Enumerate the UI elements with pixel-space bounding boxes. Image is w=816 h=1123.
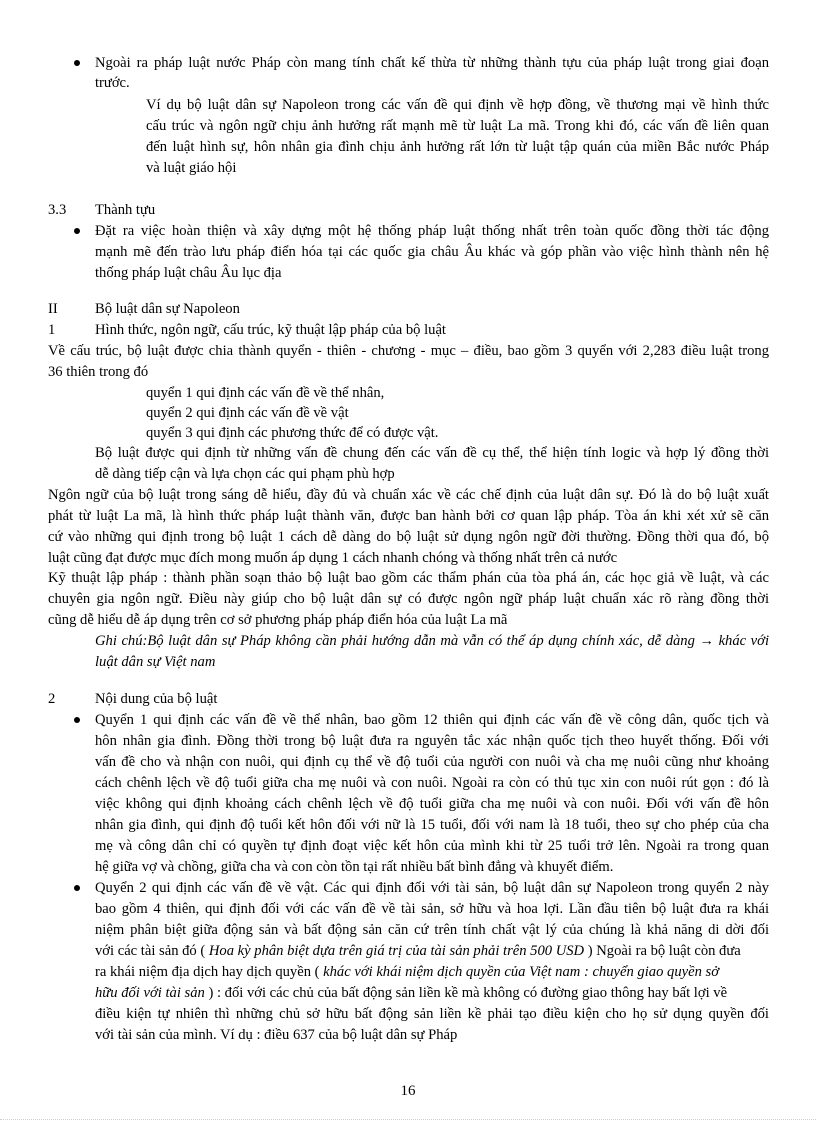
section-number: 3.3 xyxy=(48,202,67,218)
italic-run: khác với khái niệm dịch quyền của Việt nam : chuyển giao quyền sở xyxy=(323,964,719,980)
example-line: đến luật hình sự, hôn nhân gia đình chịu ảnh hưởng rất lớn từ luật tập quán của miền Bắc nước Pháp xyxy=(146,139,769,155)
paragraph-line: Quyển 1 qui định các vấn đề về thể nhân, bao gồm 12 thiên qui định các vấn đề về công dân, quốc tịch và xyxy=(95,712,769,728)
paragraph-line: hệ giữa vợ và chồng, giữa cha và con còn tồn tại rất nhiều bất bình đẳng và khuyết điểm. xyxy=(95,859,614,875)
paragraph-line: việc không qui định khoảng cách chênh lệch về độ tuổi giữa cha mẹ nuôi và con nuôi. Đối với vấn đề hôn xyxy=(95,796,769,812)
paragraph-line: phát từ luật La mã, là hình thức pháp luật thành văn, được ban hành bởi cơ quan lập pháp. Tòa án khi xét xử sẽ căn xyxy=(48,508,769,524)
paragraph-line: dễ dàng tiếp cận và lựa chọn các qui phạm phù hợp xyxy=(95,466,395,482)
section-title: Bộ luật dân sự Napoleon xyxy=(95,301,240,317)
paragraph-line: hôn nhân gia đình. Đồng thời trong bộ luật đưa ra nguyên tắc xác nhận quốc tịch theo huyết thống. Đối với xyxy=(95,733,769,749)
paragraph-line: chuyên gia ngôn ngữ. Điều này giúp cho bộ luật dân sự có được ngôn ngữ pháp luật chuẩn xác rõ ràng đồng thời xyxy=(48,591,769,607)
paragraph-line: nhân gia đình, qui định độ tuổi kết hôn đối với nữ là 15 tuổi, đối với nam là 18 tuổi, theo sự cho phép của cha xyxy=(95,817,769,833)
paragraph-line: Ngoài ra pháp luật nước Pháp còn mang tính chất kế thừa từ những thành tựu của pháp luật trong giai đoạn xyxy=(95,55,769,71)
paragraph-line: 36 thiên trong đó xyxy=(48,364,149,380)
example-line: Ví dụ bộ luật dân sự Napoleon trong các vấn đề qui định về hợp đồng, về thương mại về hình thức xyxy=(146,97,769,113)
page-number: 16 xyxy=(400,1083,416,1099)
paragraph-line: Quyển 2 qui định các vấn đề về vật. Các qui định đối với tài sản, bộ luật dân sự Napoleon trong quyển 2 này xyxy=(95,880,769,896)
paragraph-line: với tài sản của mình. Ví dụ : điều 637 của bộ luật dân sự Pháp xyxy=(95,1027,458,1043)
paragraph-line: thống pháp luật châu Âu lục địa xyxy=(95,265,282,281)
text-run: ) : đối với các chủ của bất động sản liền kề mà không có đường giao thông hay bất lợi về xyxy=(204,985,728,1001)
italic-run: hữu đối với tài sản xyxy=(95,985,205,1001)
section-title: Hình thức, ngôn ngữ, cấu trúc, kỹ thuật lập pháp của bộ luật xyxy=(95,322,446,338)
example-line: cấu trúc và ngôn ngữ chịu ảnh hưởng rất mạnh mẽ từ luật La mã. Trong khi đó, các vấn đề liên quan xyxy=(146,118,769,134)
paragraph-line: điều kiện tự nhiên thì những chủ sở hữu bất động sản liền kề phải tạo điều kiện cho họ sử dụng quyền đối xyxy=(95,1006,769,1022)
note-line: luật dân sự Việt nam xyxy=(95,654,216,670)
footer-divider xyxy=(0,1119,816,1120)
paragraph-line-mixed xyxy=(95,941,741,961)
section-number: 1 xyxy=(48,322,56,338)
paragraph-line: Kỹ thuật lập pháp : thành phần soạn thảo bộ luật bao gồm các thẩm phán của tòa phá án, các học giả về luật, và các xyxy=(48,570,769,586)
section-number: II xyxy=(48,301,58,317)
paragraph-line: cứ vào những qui định trong bộ luật 1 cách dễ dàng do bộ luật sử dụng ngôn ngữ đời thường. Đồng thời qua đó, bộ xyxy=(48,529,769,545)
paragraph-line: mạnh mẽ đến trào lưu pháp điển hóa tại các quốc gia châu Âu khác và góp phần vào việc hình thành nên hệ xyxy=(95,244,769,260)
italic-run: Hoa kỳ phân biệt dựa trên giá trị của tài sản phải trên 500 USD xyxy=(208,943,585,959)
paragraph-line: trước. xyxy=(95,75,130,91)
text-run: ) Ngoài ra bộ luật còn đưa xyxy=(584,943,741,959)
paragraph-line: Ngôn ngữ của bộ luật trong sáng dễ hiểu, đầy đủ và chuẩn xác về các chế định của luật dân sự. Đó là do bộ luật xuất xyxy=(48,487,769,503)
bullet-icon xyxy=(74,60,80,66)
list-item: quyển 2 qui định các vấn đề về vật xyxy=(146,405,349,421)
bullet-icon xyxy=(74,717,80,723)
paragraph-line: Về cấu trúc, bộ luật được chia thành quyển - thiên - chương - mục – điều, bao gồm 3 quyển với 2,283 điều luật trong xyxy=(48,343,769,359)
text-run: ra khái niệm địa dịch hay dịch quyền ( xyxy=(95,964,324,980)
paragraph-line-mixed xyxy=(95,962,719,982)
text-run: với các tài sản đó ( xyxy=(95,943,209,959)
paragraph-line-mixed xyxy=(95,983,727,1003)
paragraph-line: niệm phân biệt giữa động sản và bất động sản căn cứ trên tính chất vật lý của chúng là khả năng di dời đối xyxy=(95,922,769,938)
paragraph-line: Bộ luật được qui định từ những vấn đề chung đến các vấn đề cụ thể, thể hiện tính logic và hợp lý đồng thời xyxy=(95,445,769,461)
paragraph-line: Đặt ra việc hoàn thiện và xây dựng một hệ thống pháp luật thống nhất trên toàn quốc đồng thời tác động xyxy=(95,223,769,239)
section-title: Nội dung của bộ luật xyxy=(95,691,218,707)
paragraph-line: cũng dễ hiểu dễ áp dụng trên cơ sở phương pháp pháp điển hóa của luật La mã xyxy=(48,612,508,628)
section-number: 2 xyxy=(48,691,56,707)
paragraph-line: luật cũng đạt được mục đích mong muốn áp dụng 1 cách nhanh chóng và thống nhất trên cả nước xyxy=(48,550,618,566)
example-line: và luật giáo hội xyxy=(146,160,237,176)
paragraph-line: cách chênh lệch về độ tuổi giữa cha mẹ nuôi và con nuôi. Ngoài ra còn có thủ tục xin con nuôi rút gọn : đó là xyxy=(95,775,769,791)
section-title: Thành tựu xyxy=(95,202,156,218)
bullet-icon xyxy=(74,885,80,891)
bullet-icon xyxy=(74,228,80,234)
list-item: quyển 3 qui định các phương thức để có được vật. xyxy=(146,425,439,441)
note-line: Ghi chú:Bộ luật dân sự Pháp không cần phải hướng dẫn mà vẫn có thể áp dụng chính xác, dễ dàng → khác với xyxy=(95,633,769,649)
paragraph-line: mẹ và công dân chỉ có quyền tự định đoạt việc kết hôn của mình khi từ 25 tuổi trở lên. Ngoài ra trong quan xyxy=(95,838,769,854)
list-item: quyển 1 qui định các vấn đề về thể nhân, xyxy=(146,385,385,401)
paragraph-line: vấn đề cho và nhận con nuôi, qui định cụ thể về độ tuổi của người con nuôi và cha mẹ nuôi cũng như khoảng xyxy=(95,754,769,770)
paragraph-line: bao gồm 4 thiên, qui định đối với các vấn đề về tài sản, sở hữu và hoa lợi. Lần đầu tiên bộ luật đưa ra khái xyxy=(95,901,769,917)
